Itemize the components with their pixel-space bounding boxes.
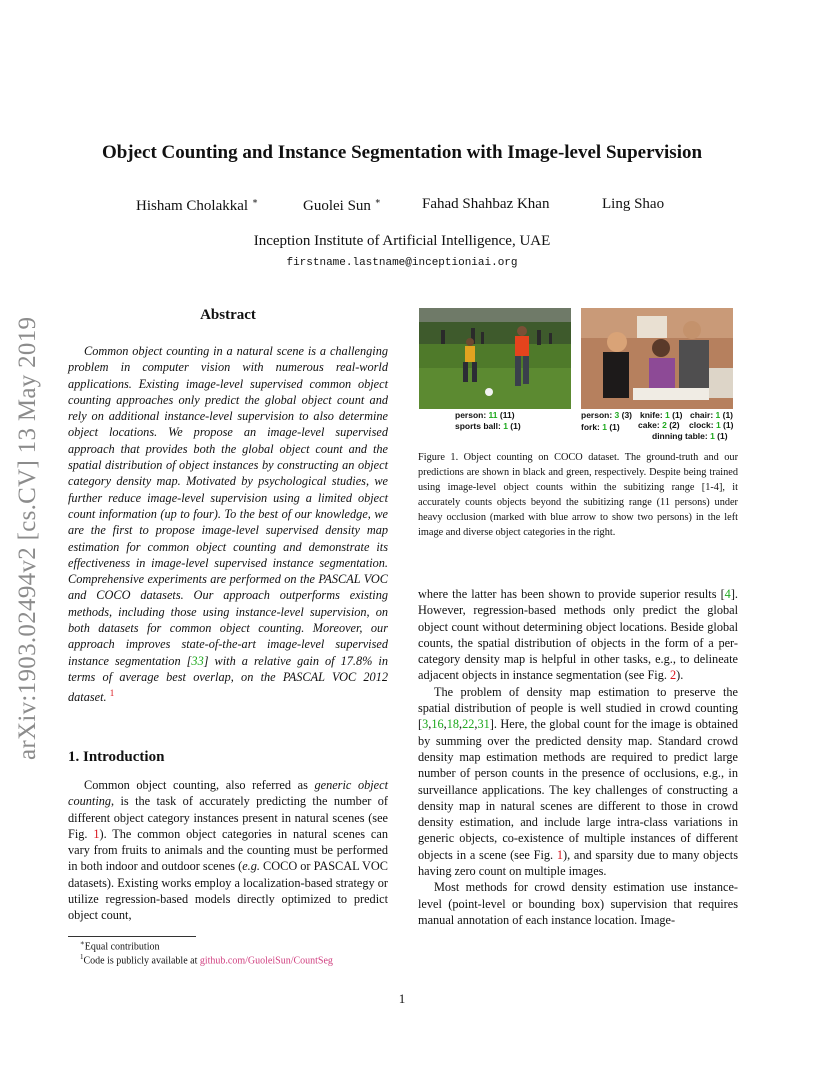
citation-link[interactable]: 16 xyxy=(431,717,444,732)
author-email: firstname.lastname@inceptioniai.org xyxy=(286,257,518,269)
label-sports-ball: sports ball: 1 (1) xyxy=(455,421,521,431)
label-clock: clock: 1 (1) xyxy=(689,420,734,430)
page-number: 1 xyxy=(398,991,406,1006)
figure-link[interactable]: 1 xyxy=(556,847,563,862)
figure-caption: Figure 1. Object counting on COCO dataset. The ground-truth and our predictions are shown in black and green, respectively. Despite being trained using image-level object counts within the subitizing range [1-4], it accurately counts objects beyond the subitizing range (11 persons) under heavy occlusion (marked with blue arrow to show two persons) in the left image and diverse object categories in the right. xyxy=(418,452,738,538)
author-3: Fahad Shahbaz Khan xyxy=(422,196,550,212)
label-dinning-table: dinning table: 1 (1) xyxy=(652,431,728,441)
citation-link[interactable]: 33 xyxy=(191,653,204,668)
citation-link[interactable]: 22 xyxy=(462,717,475,732)
label-person-right: person: 3 (3) xyxy=(581,410,633,420)
label-chair: chair: 1 (1) xyxy=(690,410,733,420)
author-4: Ling Shao xyxy=(602,196,665,212)
figure-link[interactable]: 2 xyxy=(670,668,677,683)
author-2: Guolei Sun ∗ xyxy=(303,196,381,214)
figure-link[interactable]: 1 xyxy=(93,826,100,841)
arxiv-identifier-stamp: arXiv:1903.02494v2 [cs.CV] 13 May 2019 xyxy=(14,316,41,760)
paper-title: Object Counting and Instance Segmentation with Image-level Supervision xyxy=(101,142,703,163)
paragraph: The problem of density map estimation to preserve the spatial distribution of people is well studied in crowd counting [3,16,18,22,31]. Here, the global count for the image is obtained by summing over the predicted density map. Standard crowd density map estimation methods are required to predict large number of person counts in the presence of occlusions, e.g., in surveillance applications. The key challenges of constructing a density map in natural scenes are different to those in crowd density estimation, and include large intra-class variations in generic objects, co-existence of multiple instances of different objects in a scene (see Fig. 1), and sparsity due to many objects having zero count on multiple images. xyxy=(418,684,738,879)
right-column-body xyxy=(418,586,738,928)
author-1: Hisham Cholakkal ∗ xyxy=(136,196,258,214)
paragraph: where the latter has been shown to provide superior results [4]. However, regression-based methods only predict the global object count without determining object locations. Beside global counts, the spatial distribution of objects in the form of a per-category density map is helpful in other tasks, e.g., to delineate adjacent objects in instance segmentation (see Fig. 2). xyxy=(418,587,738,683)
footnote-code: $^1$Code is publicly available at github.com/GuoleiSun/CountSeg xyxy=(80,953,333,967)
citation-link[interactable]: 18 xyxy=(446,717,460,732)
affiliation: Inception Institute of Artificial Intelligence, UAE xyxy=(253,233,551,249)
citation-link[interactable]: 3 xyxy=(422,717,429,732)
code-link[interactable]: github.com/GuoleiSun/CountSeg xyxy=(199,955,333,967)
paragraph: Most methods for crowd density estimation use instance-level (point-level or bounding box) supervision that requires manual annotation of each instance location. Image- xyxy=(418,880,738,927)
label-fork: fork: 1 (1) xyxy=(581,422,620,432)
footnote-equal-contribution: ∗Equal contribution xyxy=(80,939,160,953)
footnote-link[interactable]: 1 xyxy=(109,688,115,699)
abstract-heading: Abstract xyxy=(200,307,256,323)
citation-link[interactable]: 31 xyxy=(477,717,490,732)
figure-photo-cake xyxy=(581,308,733,409)
label-knife: knife: 1 (1) xyxy=(640,410,683,420)
abstract-body: Common object counting in a natural scene is a challenging problem in computer vision with numerous real-world applications. Existing image-level supervised common object counting approaches only predict the global object count and rely on additional instance-level supervision to also determine object locations. We propose an image-level supervised approach that provides both the global object count and the spatial distribution of object instances by constructing an object category density map. Motivated by psychological studies, we further reduce image-level supervision using a limited object count information (up to four). To the best of our knowledge, we are the first to propose image-level supervised density map estimation for common object counting and demonstrate its effectiveness in image-level supervised instance segmentation. Comprehensive experiments are performed on the PASCAL VOC and COCO datasets. Our approach outperforms existing methods, including those using instance-level supervision, on both datasets for common object counting. Moreover, our approach improves state-of-the-art image-level supervised instance segmentation [33] with a relative gain of 17.8% in terms of average best overlap, on the PASCAL VOC 2012 dataset. $^1$ xyxy=(68,344,388,705)
figure-photo-soccer xyxy=(419,308,571,409)
label-cake: cake: 2 (2) xyxy=(638,420,680,430)
label-person-left: person: 11 (11) xyxy=(455,410,515,420)
citation-link[interactable]: 4 xyxy=(724,587,731,601)
section-heading-introduction: 1. Introduction xyxy=(68,749,165,765)
introduction-body: Common object counting, also referred as generic object counting, is the task of accurately predicting the number of different object category instances present in natural scenes (see Fig. 1). The common object categories in natural scenes can vary from fruits to animals and the counting must be performed in both indoor and outdoor scenes (e.g. COCO or PASCAL VOC datasets). Existing works employ a localization-based strategy or utilize regression-based models directly optimized to predict object count, xyxy=(68,778,388,923)
footnote-divider xyxy=(68,936,196,937)
